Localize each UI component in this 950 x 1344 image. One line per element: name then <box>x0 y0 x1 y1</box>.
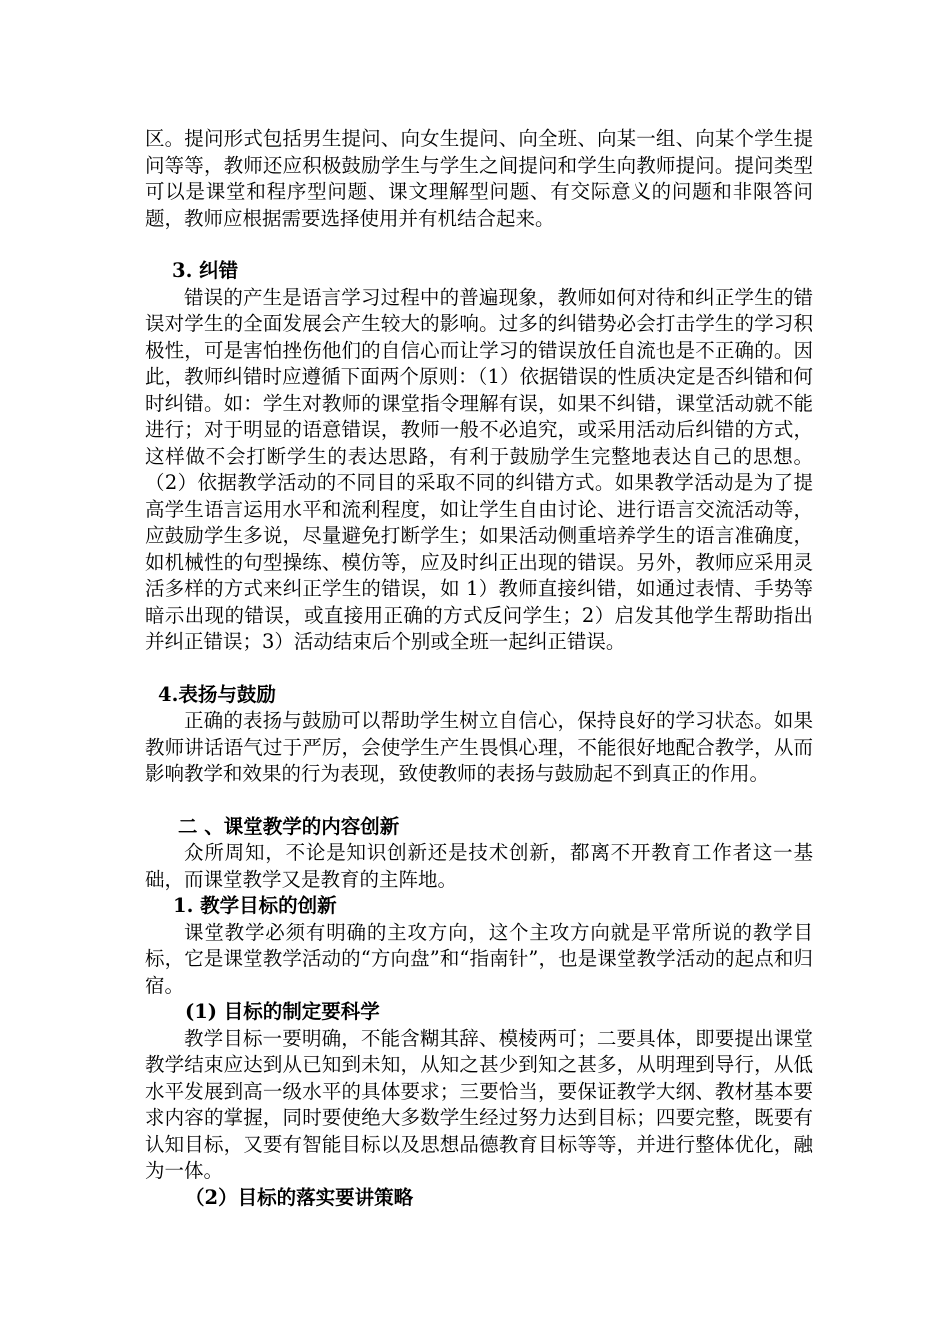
spacer <box>145 788 813 814</box>
heading-goal-scientific: (1) 目标的制定要科学 <box>185 1000 380 1023</box>
spacer <box>145 232 813 258</box>
heading-goal-strategy: （2）目标的落实要讲策略 <box>185 1185 414 1209</box>
paragraph-questioning: 区。提问形式包括男生提问、向女生提问、向全班、向某一组、向某个学生提问等等，教师还应积极鼓励学生与学生之间提问和学生向教师提问。提问类型可以是课堂和程序型问题、课文理解型问题、有交际意义的问题和非限答问题，教师应根据需要选择使用并有机结合起来。 <box>145 127 813 230</box>
paragraph-teaching-goal: 课堂教学必须有明确的主攻方向，这个主攻方向就是平常所说的教学目标，它是课堂教学活动的“方向盘”和“指南针”，也是课堂教学活动的起点和归宿。 <box>145 920 813 997</box>
heading-praise: 4.表扬与鼓励 <box>158 682 276 706</box>
spacer <box>145 656 813 682</box>
paragraph-goal-scientific: 教学目标一要明确，不能含糊其辞、模棱两可；二要具体，即要提出课堂教学结束应达到从已知到未知，从知之甚少到知之甚多，从明理到导行，从低水平发展到高一级水平的具体要求；三要恰当，要保证教学大纲、教材基本要求内容的掌握，同时要使绝大多数学生经过努力达到目标；四要完整，既要有认知目标，又要有智能目标以及思想品德教育目标等等，并进行整体优化，融为一体。 <box>145 1026 813 1182</box>
document-page <box>145 126 813 1211</box>
paragraph-content-innovation: 众所周知，不论是知识创新还是技术创新，都离不开教育工作者这一基础，而课堂教学又是教育的主阵地。 <box>145 841 813 891</box>
paragraph-error-correction: 错误的产生是语言学习过程中的普遍现象，教师如何对待和纠正学生的错误对学生的全面发展会产生较大的影响。过多的纠错势必会打击学生的学习积极性，可是害怕挫伤他们的自信心而让学习的错误放任自流也是不正确的。因此，教师纠错时应遵循下面两个原则：（1）依据错误的性质决定是否纠错和何时纠错。如：学生对教师的课堂指令理解有误，如果不纠错，课堂活动就不能进行；对于明显的语意错误，教师一般不必追究，或采用活动后纠错的方式，这样做不会打断学生的表达思路，有利于鼓励学生完整地表达自己的思想。（2）依据教学活动的不同目的采取不同的纠错方式。如果教学活动是为了提高学生语言运用水平和流利程度，如让学生自由讨论、进行语言交流活动等，应鼓励学生多说，尽量避免打断学生；如果活动侧重培养学生的语言准确度，如机械性的句型操练、模仿等，应及时纠正出现的错误。另外，教师应采用灵活多样的方式来纠正学生的错误，如 1）教师直接纠错，如通过表情、手势等暗示出现的错误，或直接用正确的方式反问学生；2）启发其他学生帮助指出并纠正错误；3）活动结束后个别或全班一起纠正错误。 <box>145 285 813 653</box>
heading-error-correction: 3. 纠错 <box>172 259 239 282</box>
paragraph-praise: 正确的表扬与鼓励可以帮助学生树立自信心，保持良好的学习状态。如果教师讲话语气过于严厉，会使学生产生畏惧心理，不能很好地配合教学，从而影响教学和效果的行为表现，致使教师的表扬与鼓励起不到真正的作用。 <box>145 709 813 785</box>
heading-content-innovation: 二 、课堂教学的内容创新 <box>178 814 400 838</box>
heading-teaching-goal: 1. 教学目标的创新 <box>173 894 337 917</box>
